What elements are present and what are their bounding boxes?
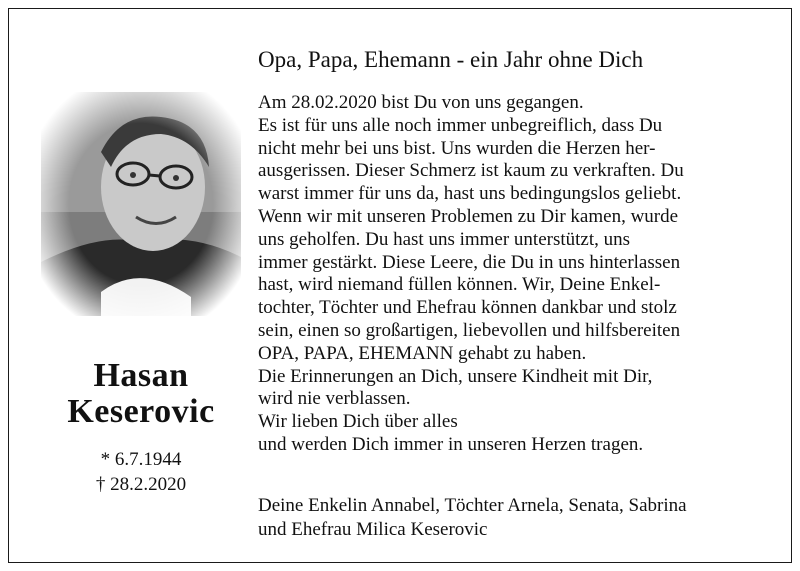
text-line: warst immer für uns da, hast uns bedingungslos geliebt. bbox=[258, 183, 682, 205]
text-line: nicht mehr bei uns bist. Uns wurden die Herzen her- bbox=[258, 137, 656, 159]
obituary-text bbox=[258, 92, 768, 457]
signature-line: und Ehefrau Milica Keserovic bbox=[258, 519, 488, 540]
text-line: immer gestärkt. Diese Leere, die Du in uns hinterlassen bbox=[258, 251, 681, 273]
text-line: Es ist für uns alle noch immer unbegreiflich, dass Du bbox=[258, 114, 663, 136]
text-line: wird nie verblassen. bbox=[258, 388, 411, 410]
text-line: hast, wird niemand füllen können. Wir, Deine Enkel- bbox=[258, 274, 661, 296]
text-line: sein, einen so großartigen, liebevollen und hilfsbereiten bbox=[258, 319, 681, 341]
text-line: und werden Dich immer in unseren Herzen tragen. bbox=[258, 433, 644, 455]
headline: Opa, Papa, Ehemann - ein Jahr ohne Dich bbox=[258, 47, 644, 72]
text-line: uns geholfen. Du hast uns immer unterstützt, uns bbox=[258, 228, 631, 250]
text-line: Am 28.02.2020 bist Du von uns gegangen. bbox=[258, 92, 584, 113]
text-line: OPA, PAPA, EHEMANN gehabt zu haben. bbox=[258, 342, 587, 364]
deceased-first-name: Hasan bbox=[93, 357, 189, 394]
death-date: † 28.2.2020 bbox=[95, 474, 187, 495]
text-line: Wenn wir mit unseren Problemen zu Dir kamen, wurde bbox=[258, 205, 679, 227]
portrait-photo bbox=[41, 92, 241, 316]
portrait-icon bbox=[41, 92, 241, 316]
text-line: ausgerissen. Dieser Schmerz ist kaum zu verkraften. Du bbox=[258, 160, 684, 182]
text-line: tochter, Töchter und Ehefrau können dankbar und stolz bbox=[258, 297, 677, 319]
signature bbox=[258, 494, 768, 542]
text-line: Die Erinnerungen an Dich, unsere Kindheit mit Dir, bbox=[258, 365, 653, 387]
birth-date: * 6.7.1944 bbox=[100, 449, 182, 470]
deceased-last-name: Keserovic bbox=[67, 393, 215, 430]
text-line: Wir lieben Dich über alles bbox=[258, 411, 458, 433]
signature-line: Deine Enkelin Annabel, Töchter Arnela, Senata, Sabrina bbox=[258, 495, 687, 516]
